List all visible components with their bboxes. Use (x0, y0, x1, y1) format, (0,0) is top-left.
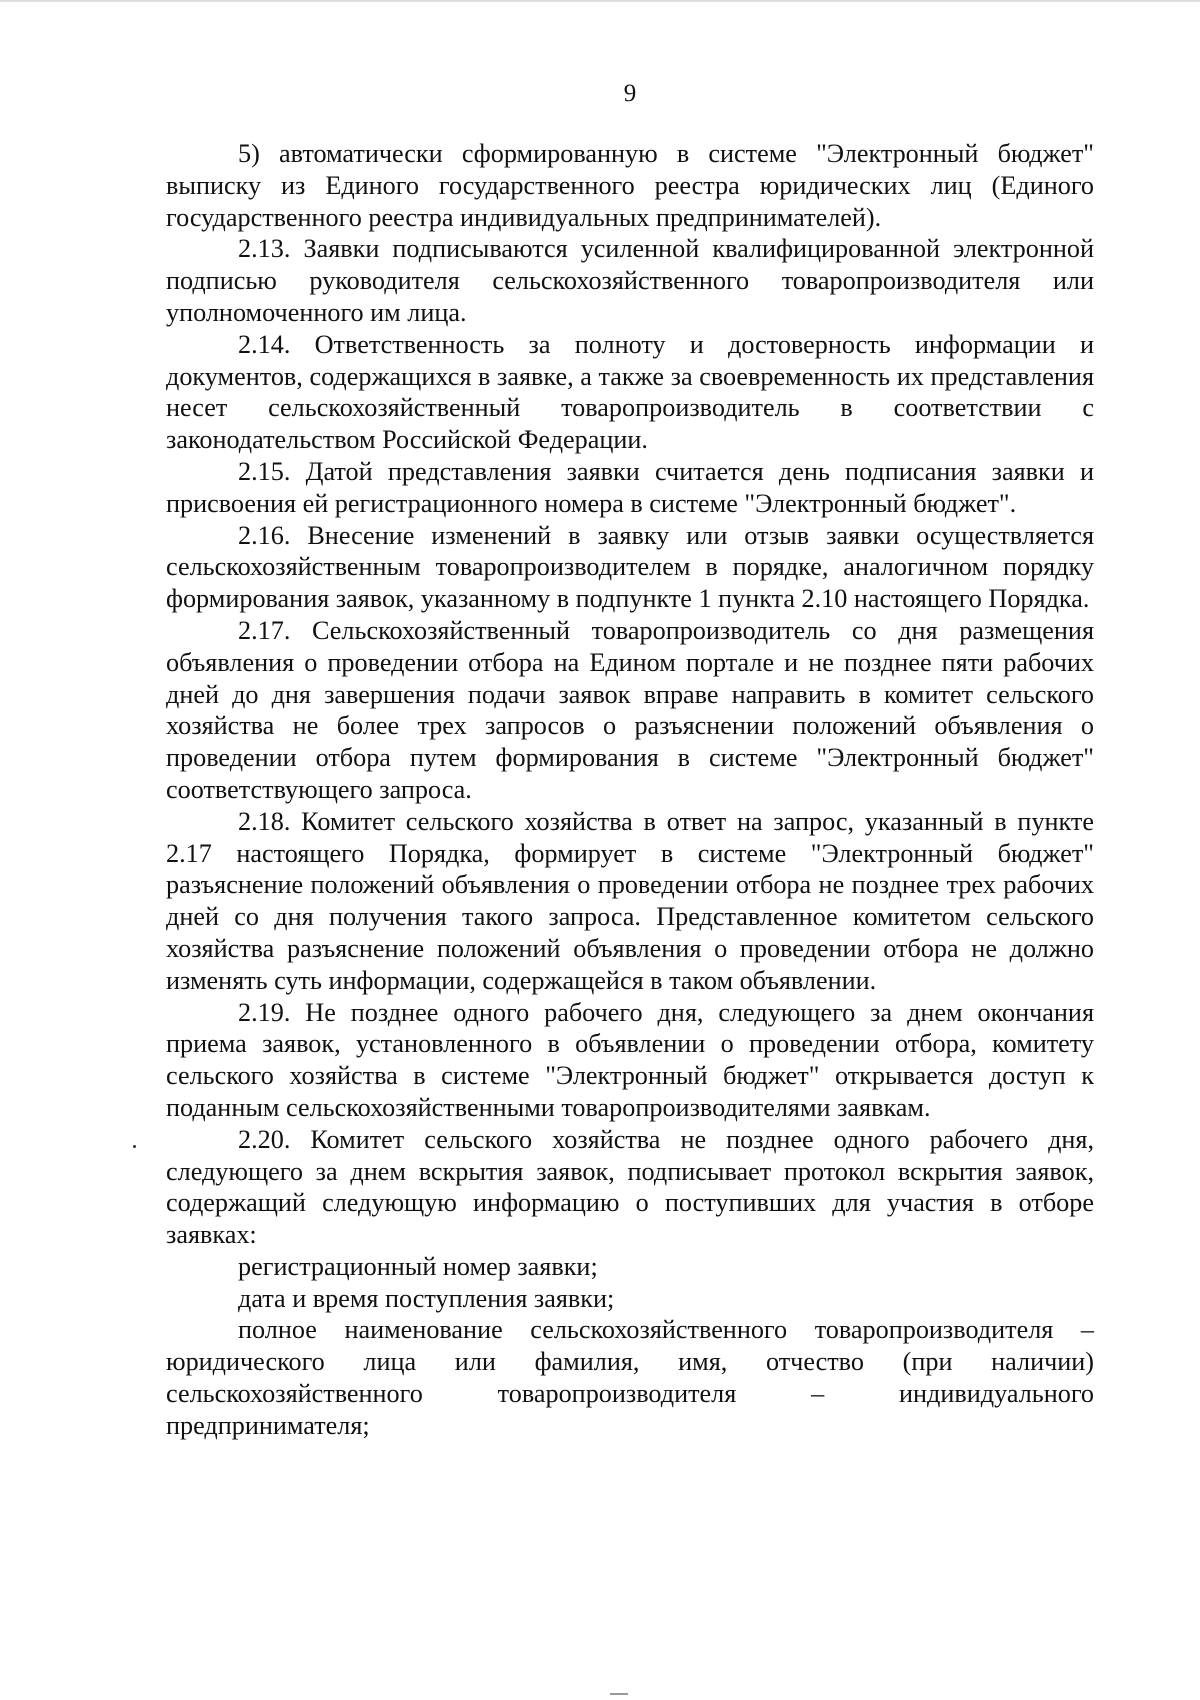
list-item-date-time: дата и время поступления заявки; (238, 1283, 615, 1313)
page-number: 9 (623, 80, 637, 107)
list-item-registration-number: регистрационный номер заявки; (238, 1251, 598, 1281)
page-top-edge (0, 0, 1200, 2)
paragraph-2-15: 2.15. Датой представления заявки считается день подписания заявки и присвоения ей регистрационного номера в системе "Электронный бюджет". (166, 456, 1094, 518)
list-item-full-name: полное наименование сельскохозяйственного товаропроизводителя – юридического лица или фамилия, имя, отчество (при наличии) сельскохозяйственного товаропроизводителя – индивидуального предпринимателя; (166, 1315, 1094, 1440)
paragraph-2-14: 2.14. Ответственность за полноту и достоверность информации и документов, содержащихся в заявке, а также за своевременность их представления несет сельскохозяйственный товаропроизводитель в соответствии с законодательством Российской Федерации. (166, 329, 1094, 455)
paragraph-2-20: 2.20. Комитет сельского хозяйства не позднее одного рабочего дня, следующего за днем вскрытия заявок, подписывает протокол вскрытия заявок, содержащий следующую информацию о поступивших для участия в отборе заявках: (166, 1124, 1094, 1250)
paragraph-2-13: 2.13. Заявки подписываются усиленной квалифицированной электронной подписью руководителя сельскохозяйственного товаропроизводителя или уполномоченного им лица. (166, 234, 1094, 327)
paragraph-2-16: 2.16. Внесение изменений в заявку или отзыв заявки осуществляется сельскохозяйственным товаропроизводителем в порядке, аналогичном порядку формирования заявок, указанному в подпункте 1 пункта 2.10 настоящего Порядка. (166, 520, 1094, 614)
paragraph-2-17: 2.17. Сельскохозяйственный товаропроизводитель со дня размещения объявления о проведении отбора на Едином портале и не позднее пяти рабочих дней до дня завершения подачи заявок вправе направить в комитет сельского хозяйства не более трех запросов о разъяснении положений объявления о проведении отбора путем формирования в системе "Электронный бюджет" соответствующего запроса. (166, 615, 1094, 804)
paragraph-2-18: 2.18. Комитет сельского хозяйства в ответ на запрос, указанный в пункте 2.17 настоящего Порядка, формирует в системе "Электронный бюджет" разъяснение положений объявления о проведении отбора не позднее трех рабочих дней со дня получения такого запроса. Представленное комитетом сельского хозяйства разъяснение положений объявления о проведении отбора не должно изменять суть информации, содержащейся в таком объявлении. (166, 806, 1094, 995)
paragraph-2-19: 2.19. Не позднее одного рабочего дня, следующего за днем окончания приема заявок, установленного в объявлении о проведении отбора, комитету сельского хозяйства в системе "Электронный бюджет" открывается доступ к поданным сельскохозяйственными товаропроизводителями заявкам. (166, 997, 1094, 1122)
scan-dot-mark (133, 1145, 136, 1148)
paragraph-item-5: 5) автоматически сформированную в системе "Электронный бюджет" выписку из Единого государственного реестра юридических лиц (Единого государственного реестра индивидуальных предпринимателей). (166, 139, 1094, 232)
document-body (166, 138, 1094, 1442)
scan-bottom-mark (610, 1693, 628, 1695)
